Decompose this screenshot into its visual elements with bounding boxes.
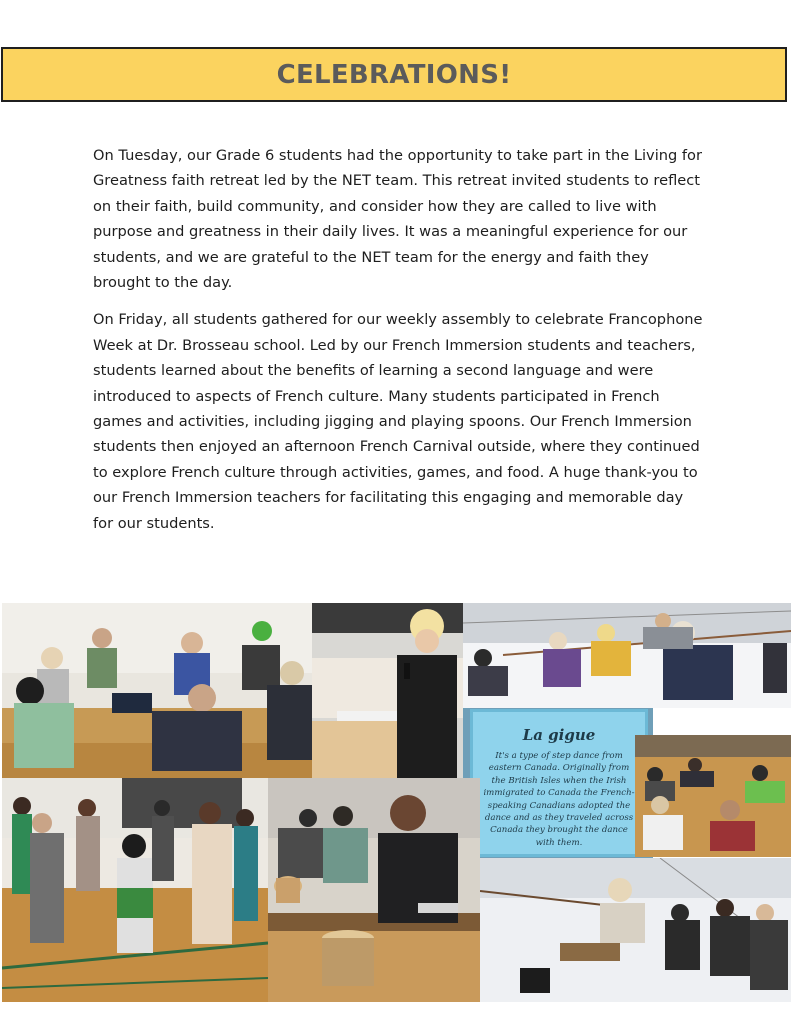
photo-assembly-speaker (312, 603, 463, 778)
photo-snow-tug-of-war (463, 603, 791, 708)
photo-wood-block-activity (268, 778, 480, 1002)
sign-title: La gigue (522, 726, 596, 744)
article-body (93, 143, 703, 548)
photo-collage (0, 602, 791, 1002)
photo-gym-circle-dance (2, 778, 268, 1002)
photo-snow-tug-of-war-close (480, 858, 791, 1002)
section-banner (1, 47, 787, 102)
sign-text: It's a type of step dance from eastern Canada. Originally from the British Isles when the Irish immigrated to Canada the French-speaking Canadians adopted the dance and as they traveled across Canada they brought the dance with them. (483, 751, 635, 848)
paragraph-francophone-week: On Friday, all students gathered for our weekly assembly to celebrate Francophone Week at Dr. Brosseau school. Led by our French Immersion students and teachers, students learned about the benefits of learning a second language and were introduced to aspects of French culture. Many students participated in French games and activities, including jigging and playing spoons. Our French Immersion students then enjoyed an afternoon French Carnival outside, where they continued to explore French culture through activities, games, and food. A huge thank-you to our French Immersion teachers for facilitating this engaging and memorable day for our students. (93, 311, 703, 532)
section-title: CELEBRATIONS! (276, 59, 512, 90)
photo-gym-circle (2, 603, 312, 778)
paragraph-retreat: On Tuesday, our Grade 6 students had the opportunity to take part in the Living for Greatness faith retreat led by the NET team. This retreat invited students to reflect on their faith, build community, and consider how they are called to live with purpose and greatness in their daily lives. It was a meaningful experience for our students, and we are grateful to the NET team for the energy and faith they brought to the day. (93, 147, 702, 292)
la-gigue-sign-board (470, 709, 648, 857)
photo-gym-group-floor (635, 735, 791, 857)
